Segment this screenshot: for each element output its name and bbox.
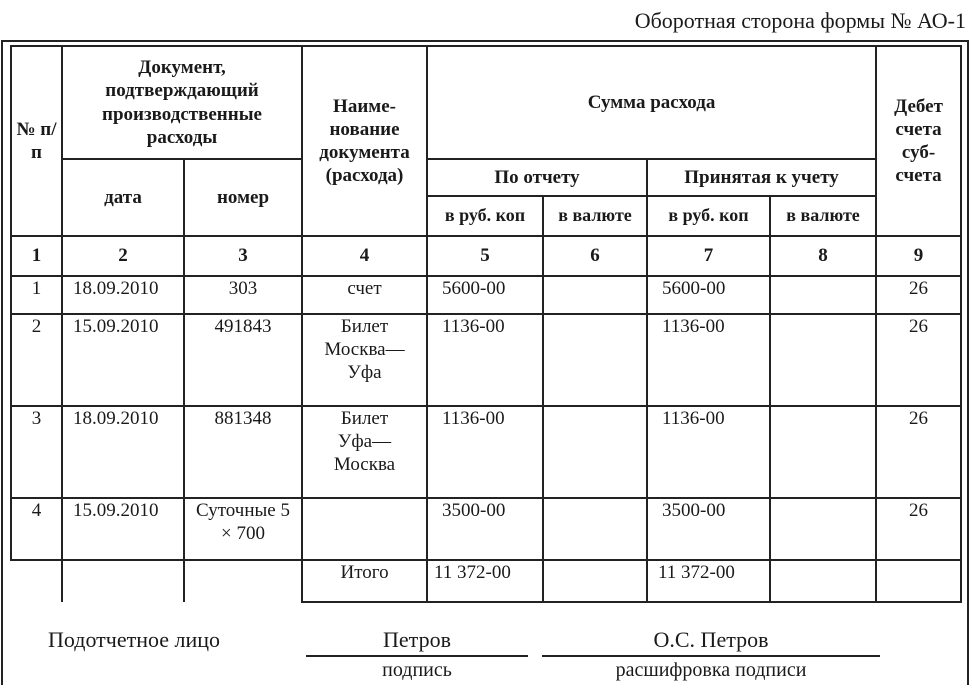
header-doc-group: Документ, подтверждающий производственные расходы <box>62 46 302 159</box>
row-cur-accepted <box>770 498 876 560</box>
header-rub-accepted: в руб. коп <box>647 196 770 236</box>
header-debit: Дебет счета суб-счета <box>876 46 961 236</box>
row-cur-accepted <box>770 406 876 498</box>
row-rub-report: 1136-00 <box>427 406 543 498</box>
signature-value: Петров <box>383 627 451 652</box>
row-debit: 26 <box>876 276 961 314</box>
col-number: 4 <box>302 236 427 276</box>
table-row <box>11 406 961 498</box>
row-doc-name: Билет Москва—Уфа <box>302 314 427 406</box>
header-cur-accepted: в валюте <box>770 196 876 236</box>
row-cur-report <box>543 314 647 406</box>
row-doc-number: Суточные 5 × 700 <box>184 498 302 560</box>
row-rub-accepted: 1136-00 <box>647 406 770 498</box>
row-doc-number: 491843 <box>184 314 302 406</box>
row-debit: 26 <box>876 498 961 560</box>
header-name: Наиме-нование документа (расхода) <box>302 46 427 236</box>
row-date: 18.09.2010 <box>62 276 184 314</box>
col-number: 3 <box>184 236 302 276</box>
header-number: номер <box>184 159 302 236</box>
signature-decoding-caption: расшифровка подписи <box>615 659 807 681</box>
row-doc-name: Билет Уфа—Москва <box>302 406 427 498</box>
row-rub-accepted: 3500-00 <box>647 498 770 560</box>
signature-decoding-line <box>542 655 880 657</box>
signature-decoding-value: О.С. Петров <box>653 627 769 652</box>
col-number: 5 <box>427 236 543 276</box>
row-number: 4 <box>11 498 62 560</box>
header-sum-group: Сумма расхода <box>427 46 876 159</box>
signature-line <box>306 655 528 657</box>
col-number: 8 <box>770 236 876 276</box>
row-cur-accepted <box>770 276 876 314</box>
row-rub-accepted: 1136-00 <box>647 314 770 406</box>
total-cur-report <box>543 560 647 602</box>
row-date: 18.09.2010 <box>62 406 184 498</box>
column-numbers-row <box>11 236 961 276</box>
row-doc-name <box>302 498 427 560</box>
row-rub-report: 5600-00 <box>427 276 543 314</box>
col-number: 2 <box>62 236 184 276</box>
total-blank <box>11 560 62 602</box>
expense-table <box>10 45 962 603</box>
total-rub-accepted: 11 372-00 <box>647 560 770 602</box>
total-debit <box>876 560 961 602</box>
row-rub-report: 1136-00 <box>427 314 543 406</box>
header-num: № п/п <box>11 46 62 236</box>
col-number: 7 <box>647 236 770 276</box>
row-debit: 26 <box>876 406 961 498</box>
header-date: дата <box>62 159 184 236</box>
row-number: 3 <box>11 406 62 498</box>
row-number: 1 <box>11 276 62 314</box>
table-row <box>11 498 961 560</box>
row-date: 15.09.2010 <box>62 314 184 406</box>
col-number: 6 <box>543 236 647 276</box>
row-doc-number: 303 <box>184 276 302 314</box>
row-cur-report <box>543 498 647 560</box>
col-number: 9 <box>876 236 961 276</box>
total-blank <box>184 560 302 602</box>
table-row <box>11 276 961 314</box>
row-rub-accepted: 5600-00 <box>647 276 770 314</box>
row-number: 2 <box>11 314 62 406</box>
row-cur-report <box>543 276 647 314</box>
total-label: Итого <box>302 560 427 602</box>
row-doc-name: счет <box>302 276 427 314</box>
row-cur-accepted <box>770 314 876 406</box>
form-caption: Оборотная сторона формы № АО-1 <box>634 8 966 33</box>
col-number: 1 <box>11 236 62 276</box>
total-rub-report: 11 372-00 <box>427 560 543 602</box>
total-cur-accepted <box>770 560 876 602</box>
header-cur-report: в валюте <box>543 196 647 236</box>
row-date: 15.09.2010 <box>62 498 184 560</box>
row-cur-report <box>543 406 647 498</box>
accountable-person-label: Подотчетное лицо <box>48 627 221 652</box>
signature-caption: подпись <box>382 659 452 681</box>
header-by-report: По отчету <box>427 159 647 196</box>
total-blank <box>62 560 184 602</box>
header-accepted: Принятая к учету <box>647 159 876 196</box>
header-rub-report: в руб. коп <box>427 196 543 236</box>
row-rub-report: 3500-00 <box>427 498 543 560</box>
row-debit: 26 <box>876 314 961 406</box>
table-row <box>11 314 961 406</box>
total-row <box>11 560 961 602</box>
row-doc-number: 881348 <box>184 406 302 498</box>
